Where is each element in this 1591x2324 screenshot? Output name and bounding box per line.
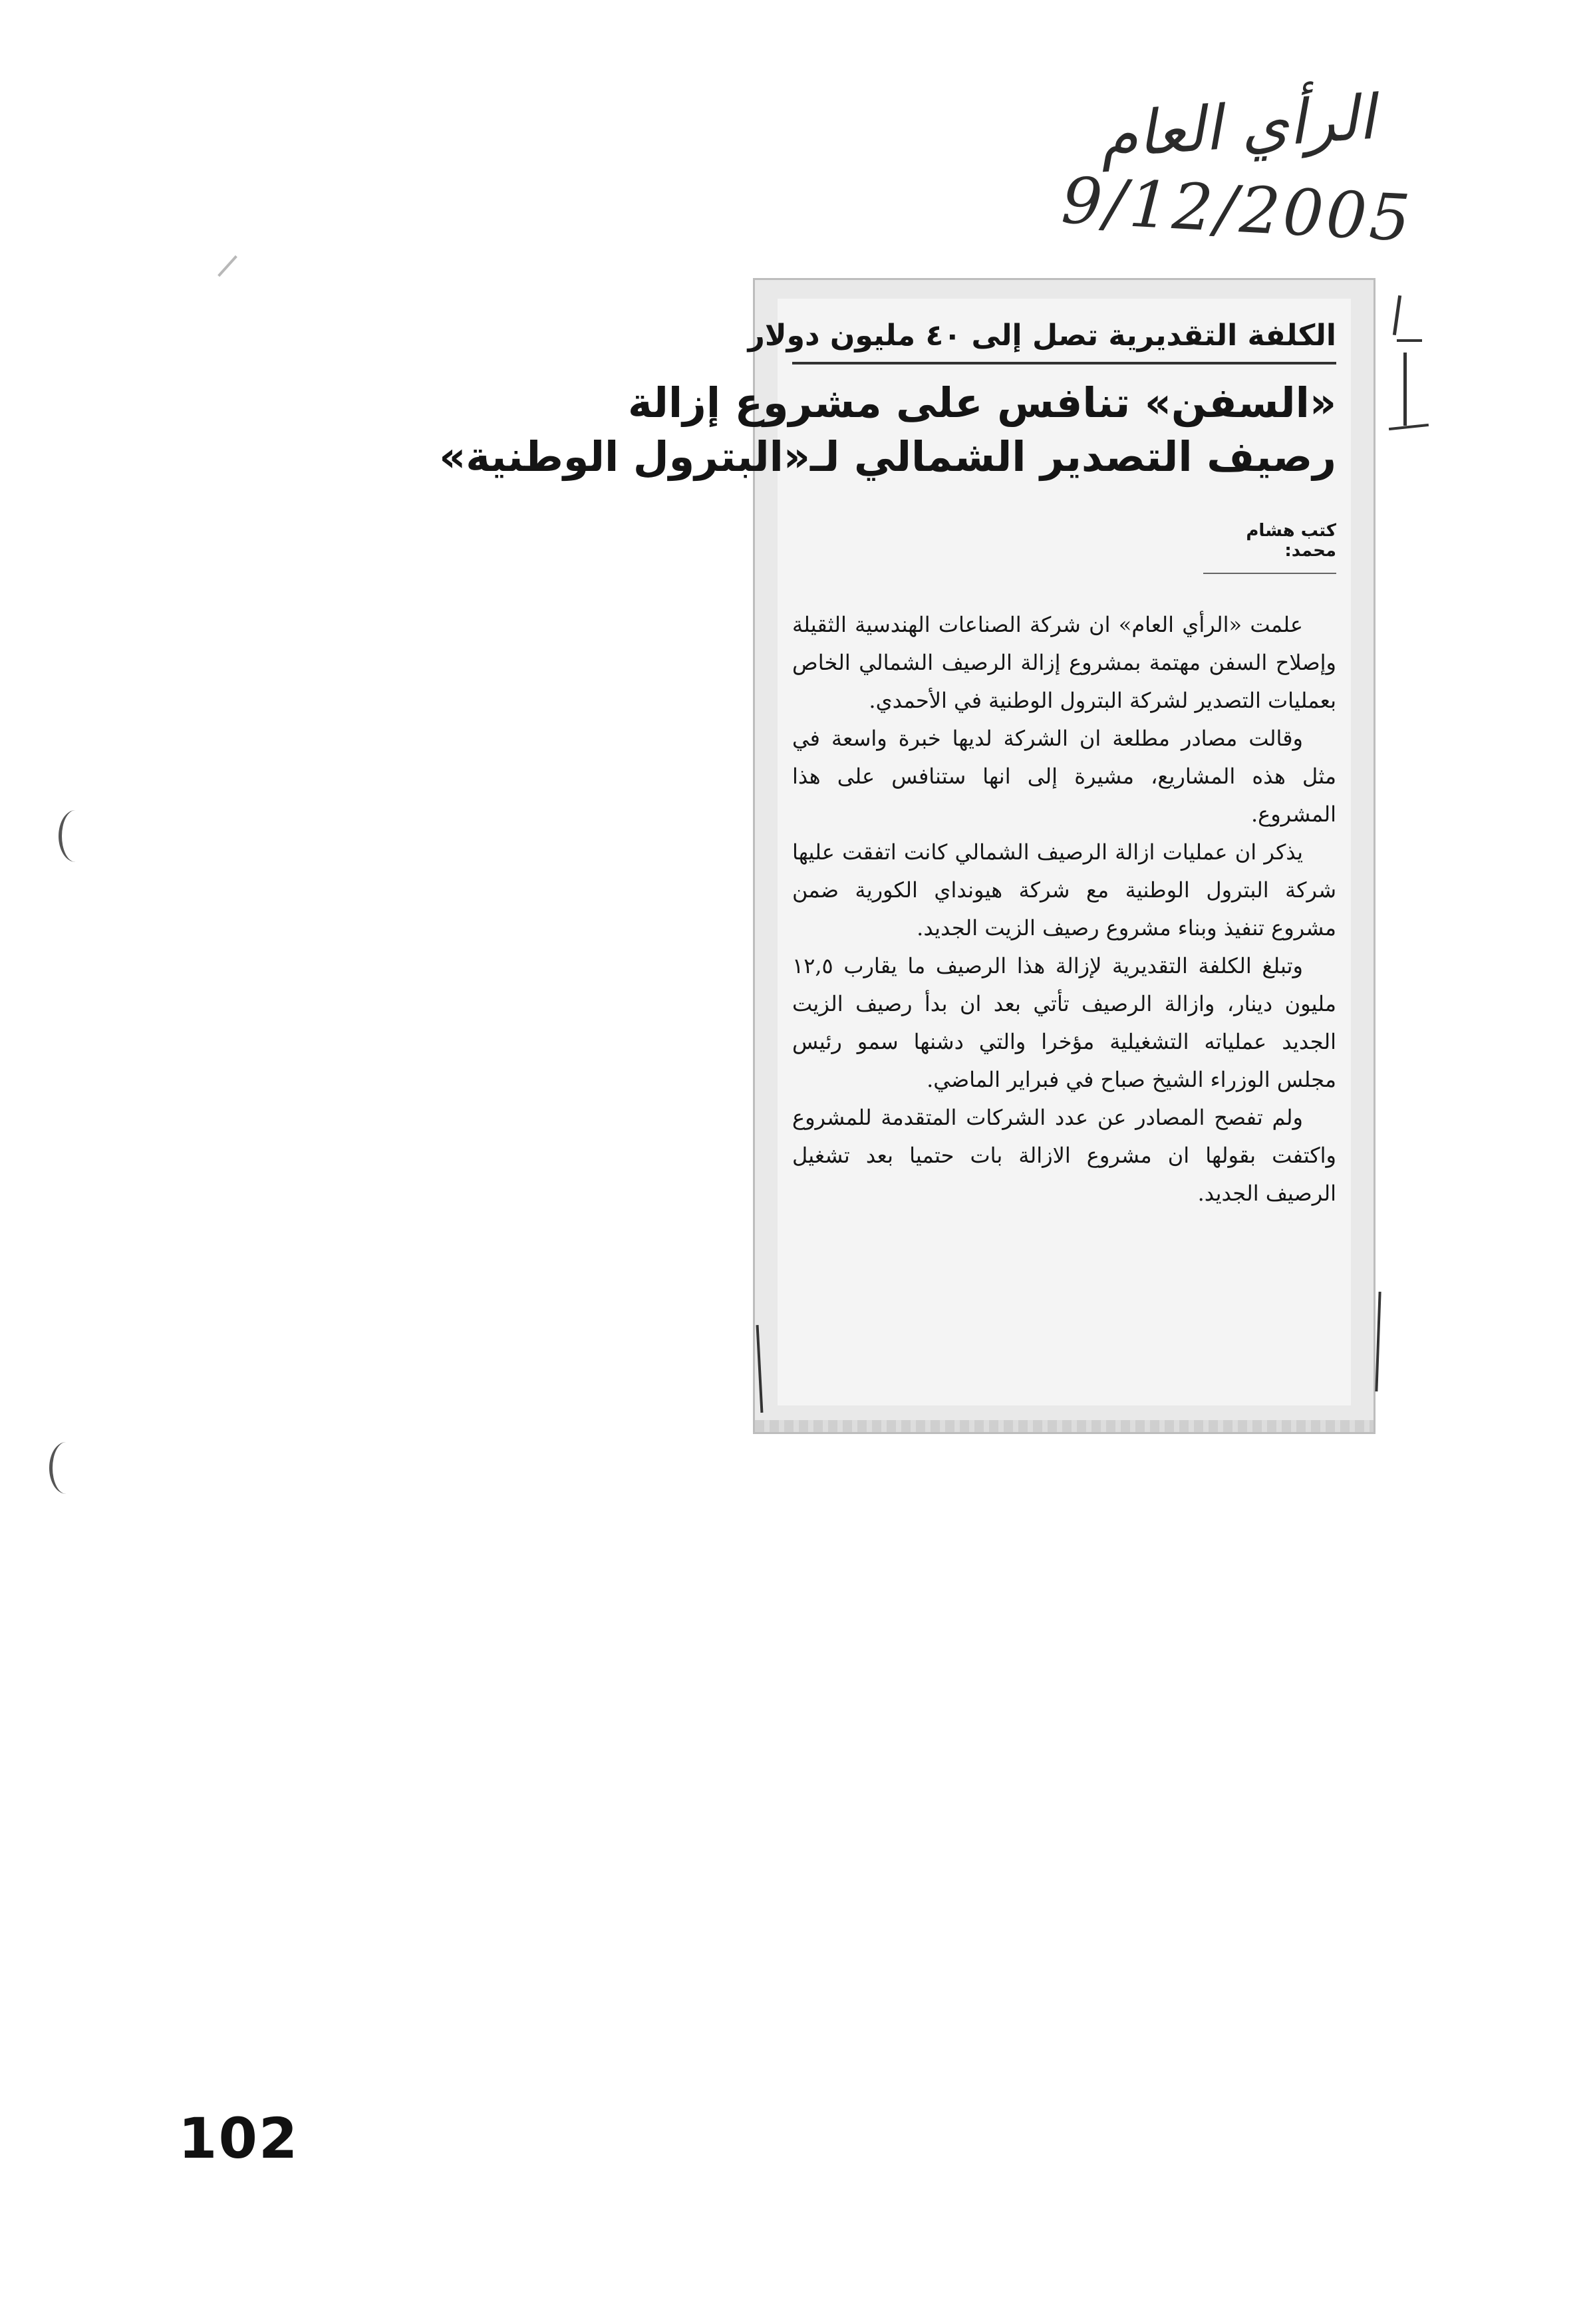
pen-mark [1393, 295, 1401, 335]
handwritten-date: 9/12/2005 [1060, 163, 1415, 256]
article-byline: كتب هشام محمد: [1203, 521, 1336, 574]
handwritten-annotation [1051, 81, 1423, 256]
newspaper-clipping [439, 278, 1375, 1434]
article [439, 299, 1351, 1405]
pen-mark [1389, 424, 1429, 430]
article-paragraph: يذكر ان عمليات ازالة الرصيف الشمالي كانت اتفقت عليها شركة البترول الوطنية مع شركة هيونداي الكورية ضمن مشروع تنفيذ وبناء مشروع رصيف الزيت الجديد. [792, 839, 1336, 941]
clipping-bottom-edge [755, 1420, 1374, 1432]
headline-line: رصيف التصدير الشمالي لـ«البترول الوطنية» [439, 432, 1336, 481]
punch-hole [49, 1442, 83, 1494]
pen-mark [1403, 353, 1407, 426]
article-headline [439, 376, 1336, 484]
pen-mark [1397, 339, 1422, 342]
article-body [792, 606, 1336, 1213]
article-paragraph: وتبلغ الكلفة التقديرية لإزالة هذا الرصيف ما يقارب ١٢,٥ مليون دينار، وازالة الرصيف تأتي بعد ان بدأ رصيف الزيت الجديد عملياته التشغيلية مؤخرا والتي دشنها سمو رئيس مجلس الوزراء الشيخ صباح في فبراير الماضي. [792, 953, 1337, 1093]
punch-hole [59, 810, 92, 862]
article-paragraph: علمت «الرأي العام» ان شركة الصناعات الهندسية الثقيلة وإصلاح السفن مهتمة بمشروع إزالة الرصيف الشمالي الخاص بعمليات التصدير لشركة البترول الوطنية في الأحمدي. [792, 612, 1337, 714]
handwritten-source: الرأي العام [1097, 81, 1377, 172]
article-kicker: الكلفة التقديرية تصل إلى ٤٠ مليون دولار [792, 319, 1336, 364]
stray-pen-mark [217, 255, 237, 277]
article-paragraph: وقالت مصادر مطلعة ان الشركة لديها خبرة واسعة في مثل هذه المشاريع، مشيرة إلى انها ستنافس على هذا المشروع. [792, 726, 1336, 827]
article-paragraph: ولم تفصح المصادر عن عدد الشركات المتقدمة للمشروع واكتفت بقولها ان مشروع الازالة بات حتميا بعد تشغيل الرصيف الجديد. [792, 1105, 1336, 1207]
headline-line: «السفن» تنافس على مشروع إزالة [628, 378, 1336, 427]
pen-mark [1375, 1292, 1381, 1391]
page-number: 102 [178, 2106, 299, 2171]
